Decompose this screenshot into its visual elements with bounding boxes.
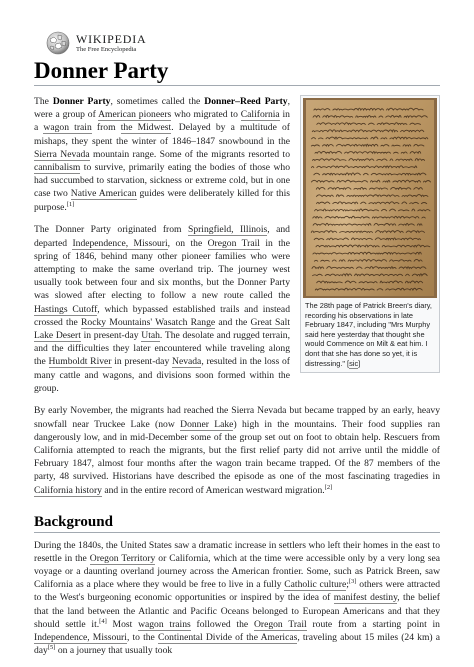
article-link[interactable]: Catholic culture	[284, 579, 347, 591]
text-run: , resulted in the loss of many cattle and wagons, and divisions soon formed within the group.	[34, 356, 291, 394]
article-link[interactable]: Nevada	[172, 356, 202, 368]
text-run: The Donner Party originated from	[34, 224, 188, 236]
article-link[interactable]: Great Salt Lake Desert	[34, 316, 290, 341]
text-run: . Delayed by a multitude of mishaps, they spent the winter of 1846–1847 snowbound in the	[34, 122, 290, 147]
text-run: who migrated to	[171, 109, 241, 121]
text-run: in present-day	[80, 329, 142, 341]
diary-figure	[300, 95, 440, 373]
citation-link[interactable]: [4]	[99, 617, 107, 625]
article-link[interactable]: Independence, Missouri	[72, 237, 168, 249]
text-run: from	[91, 122, 121, 134]
wikipedia-header[interactable]	[46, 30, 147, 56]
article-link[interactable]: Hastings Cutoff	[34, 303, 98, 315]
article-link[interactable]: Sierra Nevada	[34, 148, 90, 160]
article-link[interactable]: cannibalism	[34, 162, 81, 174]
text-run: ;	[346, 579, 349, 591]
title-divider	[34, 85, 440, 86]
text-run: guides were deliberately killed for this purpose.	[34, 188, 290, 213]
text-run: , which bypassed established trails and instead crossed the	[34, 303, 290, 328]
article-link[interactable]: Donner Lake	[180, 418, 234, 430]
text-run: , and departed	[34, 224, 290, 249]
article-link[interactable]: Continental Divide of the Americas	[157, 632, 298, 644]
text-run: Most	[106, 618, 139, 630]
diary-page-image[interactable]	[303, 98, 437, 298]
intro-paragraph-3	[34, 404, 440, 496]
text-run: and in the entire record of American westward migration.	[101, 484, 325, 496]
text-run: mountain range. Some of the migrants resorted to	[89, 148, 290, 160]
text-run: ) high in the mountains. Their food supplies ran dangerously low, and in mid-December some of the group set out on foot to obtain help. Rescuers from California attempted to reach the migrants, but the first relief party did not arrive until the middle of February 1847, almost four months after the wagon train became trapped. Of the 87 members of the party, 48 survived. Historians have described the episode as one of the most fascinating tragedies in	[34, 418, 440, 483]
article-link[interactable]: the Midwest	[120, 122, 172, 134]
citation-link[interactable]: [1]	[66, 200, 75, 208]
text-run: The	[34, 96, 53, 107]
text-run: , to the	[126, 632, 158, 644]
bold-term: Donner Party	[52, 96, 111, 107]
article-link[interactable]: Independence, Missouri	[34, 632, 127, 644]
background-paragraph-1	[34, 539, 440, 658]
sic-link[interactable]: sic	[349, 358, 359, 368]
text-run: to survive, primarily eating the bodies of those who had succumbed to starvation, sickness or extreme cold, but in one case two	[34, 162, 290, 200]
text-run: others were attracted to the West's burgeoning economic opportunities or inspired by the idea of	[34, 579, 440, 604]
text-run: By early November, the migrants had reached the Sierra Nevada but became trapped by an early, heavy snowfall near Truckee Lake (now	[34, 405, 440, 430]
section-heading-background: Background	[34, 506, 440, 532]
article-link[interactable]: Oregon Trail	[253, 618, 307, 630]
text-run: in a	[34, 109, 290, 134]
citation-link[interactable]: [2]	[324, 483, 333, 491]
bold-term: Donner–Reed Party	[204, 96, 288, 107]
text-run: on a journey that usually took	[55, 645, 173, 657]
wikipedia-name: WIKIPEDIA	[76, 31, 147, 46]
article-link[interactable]: Utah	[141, 329, 160, 341]
text-run: , were a group of	[34, 96, 291, 121]
article-link[interactable]: wagon trains	[138, 618, 191, 630]
text-run: , on the	[167, 237, 208, 249]
article-link[interactable]: California history	[34, 484, 102, 496]
wikipedia-wordmark	[76, 33, 147, 54]
article-link[interactable]: American pioneers	[98, 109, 172, 121]
figure-caption	[303, 298, 437, 370]
text-run: During the 1840s, the United States saw a dramatic increase in settlers who left their homes in the east to resettle in the	[34, 539, 440, 564]
text-run: in the spring of 1846, behind many other pioneer families who were attempting to make the same overland trip. The journey west usually took between four and six months, but the Donner Party was slowed after electing to follow a new route called the	[34, 237, 290, 302]
article-link[interactable]: California	[240, 109, 280, 121]
article-link[interactable]: Springfield, Illinois	[187, 224, 268, 236]
article-link[interactable]: Native American	[70, 188, 137, 200]
article-link[interactable]: Rocky Mountains' Wasatch Range	[81, 316, 216, 328]
article-link[interactable]: Humboldt River	[48, 356, 112, 368]
text-run: in present-day	[111, 356, 173, 368]
page-title: Donner Party	[34, 58, 169, 83]
wikipedia-globe-icon	[46, 31, 70, 55]
article-link[interactable]: Oregon Trail	[207, 237, 260, 249]
text-run: and the	[215, 316, 251, 328]
wikipedia-tagline: The Free Encyclopedia	[76, 45, 137, 53]
article-link[interactable]: Oregon Territory	[89, 552, 156, 564]
citation-link[interactable]: [5]	[47, 644, 56, 652]
caption-text: The 28th page of Patrick Breen's diary, recording his observations in late February 1847, including "Mrs Murphy said here yesterday that thought she would Commence on Milt & eat him. I dont that she has done so yet, it is distressing." [	[305, 301, 432, 368]
article-content	[34, 95, 440, 667]
text-run: route from a starting point in	[306, 618, 440, 630]
article-link[interactable]: wagon train	[43, 122, 92, 134]
citation-link[interactable]: [3]	[348, 578, 357, 586]
text-run: followed the	[190, 618, 254, 630]
text-run: or California, which at the time were accessible only by a very long sea voyage or a daunting overland journey across the American frontier. Some, such as Patrick Breen, saw California as a place where they would be free to live in a fully	[34, 552, 441, 591]
article-link[interactable]: manifest destiny	[333, 592, 398, 604]
caption-close: ]	[358, 358, 361, 368]
text-run: , traveling about 15 miles (24 km) a day	[34, 632, 441, 657]
text-run: , the belief that the land between the Atlantic and Pacific Oceans belonged to European Americans and that they should settle it.	[34, 592, 440, 630]
text-run: . The desolate and rugged terrain, and the difficulties they later encountered while traveling along the	[34, 329, 290, 368]
text-run: , sometimes called the	[110, 96, 205, 107]
